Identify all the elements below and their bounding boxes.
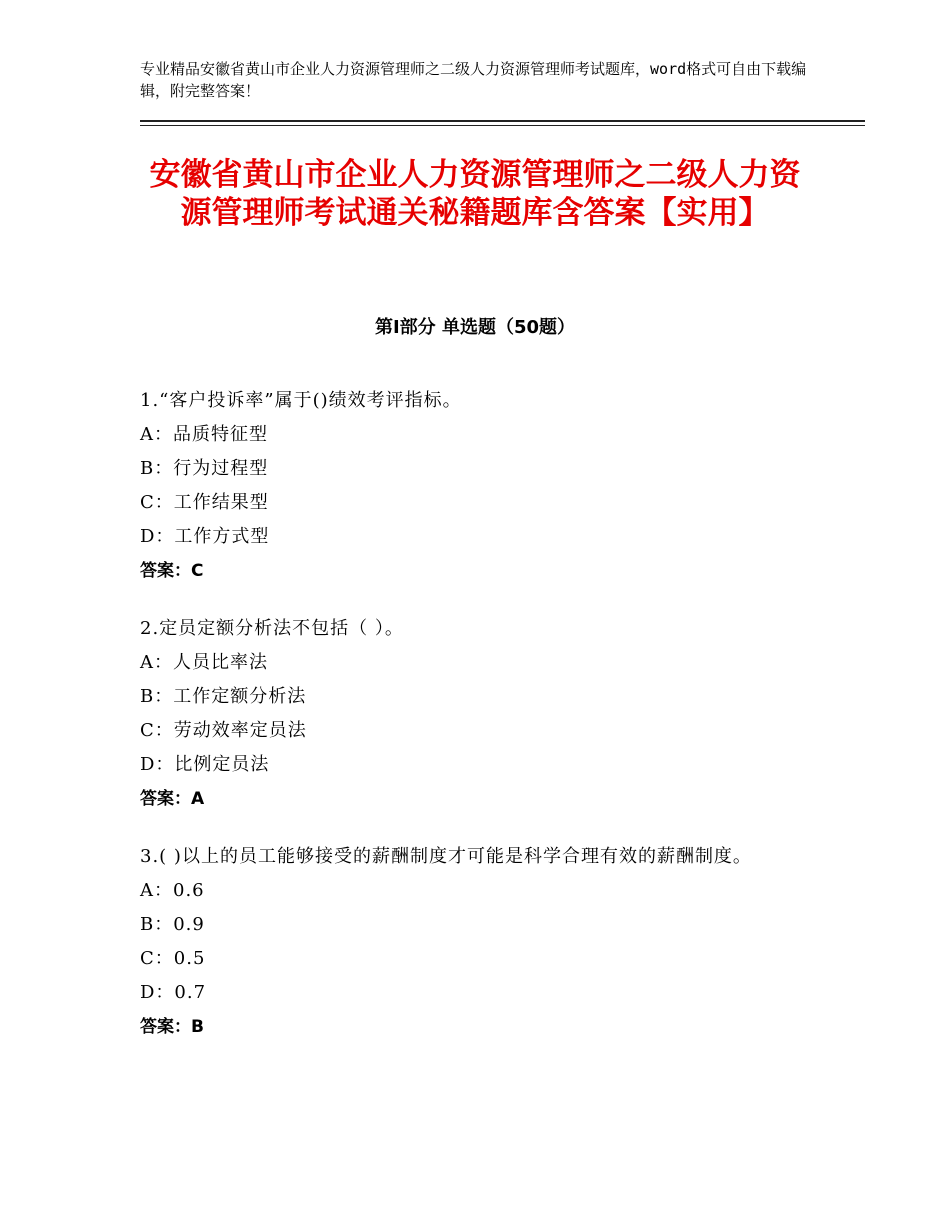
header-rule-thick <box>140 120 865 122</box>
question-2 <box>140 612 820 816</box>
option-a: A：人员比率法 <box>140 652 268 673</box>
option-c: C：0.5 <box>140 948 206 969</box>
option-b: B：0.9 <box>140 914 205 935</box>
option-d: D：比例定员法 <box>140 754 270 775</box>
header-rule-thin <box>140 125 865 126</box>
document-title: 安徽省黄山市企业人力资源管理师之二级人力资源管理师考试通关秘籍题库含答案【实用】 <box>149 157 801 231</box>
option-a: A：品质特征型 <box>140 424 268 445</box>
question-text: 1.“客户投诉率”属于()绩效考评指标。 <box>140 390 462 411</box>
option-a: A：0.6 <box>140 880 205 901</box>
question-text: 2.定员定额分析法不包括（ ）。 <box>140 618 404 639</box>
question-3 <box>140 840 820 1044</box>
option-d: D：工作方式型 <box>140 526 270 547</box>
question-list <box>140 384 820 1068</box>
section-heading: 第Ⅰ部分 单选题（50题） <box>374 317 575 338</box>
option-d: D：0.7 <box>140 982 207 1003</box>
option-c: C：工作结果型 <box>140 492 269 513</box>
header-note: 专业精品安徽省黄山市企业人力资源管理师之二级人力资源管理师考试题库，word格式可自由下载编辑，附完整答案！ <box>140 60 807 100</box>
option-b: B：行为过程型 <box>140 458 269 479</box>
question-answer: 答案：B <box>140 1017 204 1037</box>
question-answer: 答案：C <box>140 561 204 581</box>
question-answer: 答案：A <box>140 789 205 809</box>
question-text: 3.( )以上的员工能够接受的薪酬制度才可能是科学合理有效的薪酬制度。 <box>140 846 752 867</box>
question-1 <box>140 384 820 588</box>
option-b: B：工作定额分析法 <box>140 686 307 707</box>
option-c: C：劳动效率定员法 <box>140 720 307 741</box>
